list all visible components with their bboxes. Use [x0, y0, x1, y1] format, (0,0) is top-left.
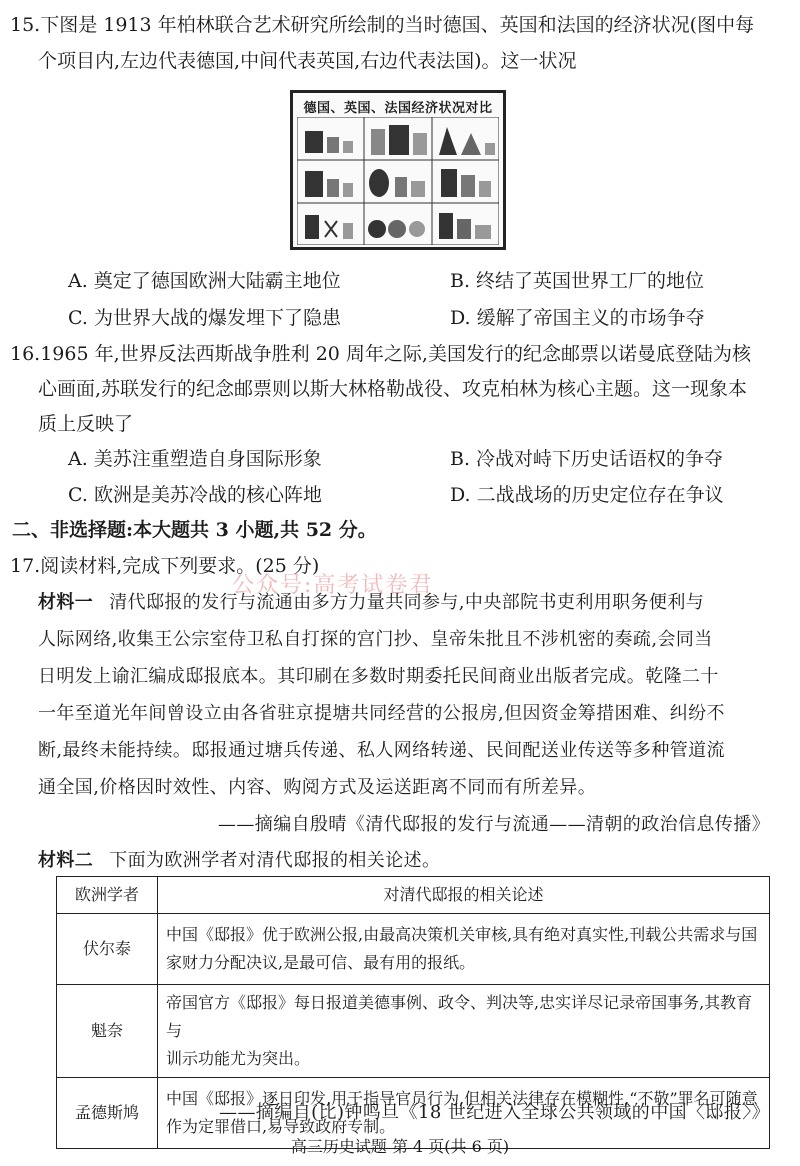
comment-line: 家财力分配决议,是最可信、最有用的报纸。: [166, 953, 476, 972]
q15-option-c: C. 为世界大战的爆发埋下了隐患: [68, 307, 341, 329]
material-1-line4: 一年至道光年间曾设立由各省驻京提塘共同经营的公报房,但因资金筹措困难、纠纷不: [38, 703, 725, 724]
q15-stem-line1: 15.下图是 1913 年柏林联合艺术研究所绘制的当时德国、英国和法国的经济状况(图中每: [10, 14, 755, 36]
comment-line: 帝国官方《邸报》每日报道美德事例、政令、判决等,忠实详尽记录帝国事务,其教育与: [166, 993, 753, 1040]
figure-title: 德国、英国、法国经济状况对比: [303, 101, 493, 116]
comment-line: 作为定罪借口,易导致政府专制。: [166, 1117, 396, 1136]
table-header-scholar: 欧洲学者: [57, 877, 158, 914]
q16-option-b: B. 冷战对峙下历史话语权的争夺: [450, 448, 724, 470]
q17-stem: 17.阅读材料,完成下列要求。(25 分): [10, 555, 320, 577]
table-row: [57, 914, 770, 985]
table-header-row: [57, 877, 770, 914]
table-header-comment: 对清代邸报的相关论述: [158, 877, 770, 914]
material-2-label: 材料二: [38, 850, 94, 871]
q15-economy-figure: [290, 90, 506, 250]
material-2-source: ——摘编自(比)钟鸣旦《18 世纪进入全球公共领域的中国〈邸报〉》: [219, 1102, 770, 1123]
q16-stem-line2: 心画面,苏联发行的纪念邮票则以斯大林格勒战役、攻克柏林为核心主题。这一现象本: [38, 378, 748, 400]
q16-option-d: D. 二战战场的历史定位存在争议: [450, 484, 724, 506]
material-1-line5: 断,最终未能持续。邸报通过塘兵传递、私人网络转递、民间配送业传送等多种管道流: [38, 740, 725, 761]
q15-option-b: B. 终结了英国世界工厂的地位: [450, 270, 705, 292]
material-1-text-1: 清代邸报的发行与流通由多方力量共同参与,中央部院书吏利用职务便利与: [109, 592, 705, 613]
figure-pictograms: [297, 117, 499, 245]
material-1-label: 材料一: [38, 592, 94, 613]
scholar-name: 伏尔泰: [57, 914, 158, 985]
material-2-intro: 下面为欧洲学者对清代邸报的相关论述。: [109, 850, 441, 871]
q16-option-c: C. 欧洲是美苏冷战的核心阵地: [68, 484, 322, 506]
q15-option-d: D. 缓解了帝国主义的市场争夺: [450, 307, 705, 329]
comment-line: 中国《邸报》优于欧洲公报,由最高决策机关审核,具有绝对真实性,刊载公共需求与国: [166, 925, 758, 944]
material-1-line1: [38, 590, 704, 616]
q15-option-a: A. 奠定了德国欧洲大陆霸主地位: [68, 270, 341, 292]
material-1-line3: 日明发上谕汇编成邸报底本。其印刷在多数时期委托民间商业出版者完成。乾隆二十: [38, 666, 719, 687]
q15-stem-line2: 个项目内,左边代表德国,中间代表英国,右边代表法国)。这一状况: [38, 50, 577, 72]
scholar-name: 魁奈: [57, 985, 158, 1078]
material-1-line6: 通全国,价格因时效性、内容、购阅方式及运送距离不同而有所差异。: [38, 777, 597, 798]
q16-option-a: A. 美苏注重塑造自身国际形象: [68, 448, 322, 470]
material-2-intro-line: [38, 848, 440, 874]
comment-line: 训示功能尤为突出。: [166, 1049, 311, 1068]
watermark: 公众号:高考试卷君: [232, 573, 434, 598]
scholar-name: 孟德斯鸠: [57, 1078, 158, 1149]
scholar-comment: [158, 914, 770, 985]
material-1-line2: 人际网络,收集王公宗室侍卫私自打探的宫门抄、皇帝朱批且不涉机密的奏疏,会同当: [38, 629, 713, 650]
q16-stem-line1: 16.1965 年,世界反法西斯战争胜利 20 周年之际,美国发行的纪念邮票以诺曼底登陆为核: [10, 343, 751, 365]
q16-stem-line3: 质上反映了: [38, 413, 134, 435]
page-footer: 高三历史试题 第 4 页(共 6 页): [290, 1137, 510, 1156]
section-heading: 二、非选择题:本大题共 3 小题,共 52 分。: [12, 519, 377, 541]
scholar-comment: [158, 985, 770, 1078]
material-1-source: ——摘编自殷晴《清代邸报的发行与流通——清朝的政治信息传播》: [218, 814, 770, 835]
comment-line: 中国《邸报》逐日印发,用于指导官员行为,但相关法律存在模糊性,“不敬”罪名可随意: [166, 1089, 758, 1108]
table-row: [57, 985, 770, 1078]
